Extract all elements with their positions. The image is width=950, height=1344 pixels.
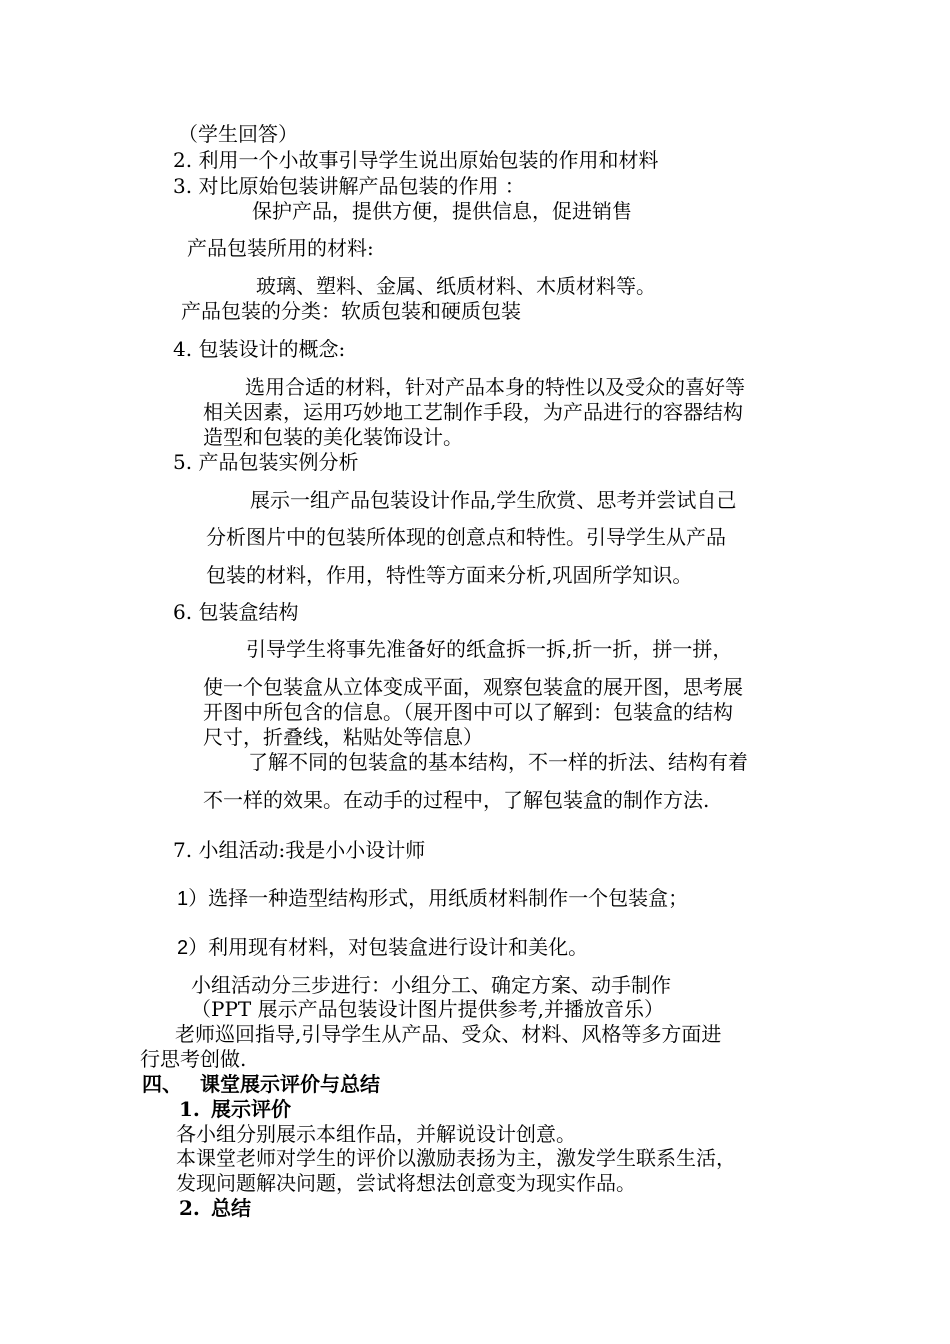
text-line: 相关因素，运用巧妙地工艺制作手段，为产品进行的容器结构	[203, 400, 743, 424]
item-number: 1.	[179, 1097, 200, 1121]
text-line: 了解不同的包装盒的基本结构，不一样的折法、结构有着	[248, 750, 748, 774]
list-item-5	[173, 450, 358, 474]
heading-text: 课堂展示评价与总结	[200, 1072, 380, 1096]
list-item-4	[173, 337, 345, 361]
text-line: （PPT 展示产品包装设计图片提供参考,并播放音乐）	[191, 997, 664, 1021]
list-item-3	[173, 174, 525, 198]
sub-heading-2	[179, 1196, 251, 1220]
text-line: 产品包装的分类：软质包装和硬质包装	[181, 299, 521, 323]
text-line: 分析图片中的包装所体现的创意点和特性。引导学生从产品	[206, 525, 726, 549]
item-number: 4.	[173, 337, 193, 361]
sub-item-2	[177, 935, 588, 960]
text-line: 保护产品，提供方便，提供信息，促进销售	[252, 199, 632, 223]
text-line: 本课堂老师对学生的评价以激励表扬为主，激发学生联系生活，	[176, 1146, 736, 1170]
text-line: 尺寸，折叠线，粘贴处等信息）	[203, 725, 483, 749]
text-line: 不一样的效果。在动手的过程中，了解包装盒的制作方法.	[203, 788, 710, 812]
text-line: 小组活动分三步进行：小组分工、确定方案、动手制作	[191, 973, 671, 997]
heading-number: 四、	[142, 1072, 182, 1096]
item-text: 小组活动:我是小小设计师	[198, 838, 426, 862]
text-line: 使一个包装盒从立体变成平面，观察包装盒的展开图，思考展	[203, 675, 743, 699]
item-text: 总结	[211, 1196, 251, 1220]
text-line: 包装的材料，作用，特性等方面来分析,巩固所学知识。	[206, 563, 693, 587]
item-text: 展示评价	[211, 1097, 291, 1121]
item-number: 3.	[173, 174, 193, 198]
item-number: 1）	[177, 888, 209, 910]
text-line: 各小组分别展示本组作品，并解说设计创意。	[176, 1122, 576, 1146]
text-line: 开图中所包含的信息。（展开图中可以了解到：包装盒的结构	[203, 700, 733, 724]
sub-item-1	[177, 886, 688, 911]
item-text: 利用一个小故事引导学生说出原始包装的作用和材料	[198, 148, 659, 172]
item-number: 2.	[179, 1196, 200, 1220]
text-line: 引导学生将事先准备好的纸盒拆一拆,折一折，拼一拼，	[246, 637, 733, 661]
item-number: 2）	[177, 937, 209, 959]
text-line: 玻璃、塑料、金属、纸质材料、木质材料等。	[256, 274, 656, 298]
text-line: 行思考创做.	[140, 1047, 247, 1071]
list-item-6	[173, 600, 298, 624]
text-line: 发现问题解决问题，尝试将想法创意变为现实作品。	[176, 1171, 636, 1195]
item-text: 包装设计的概念:	[198, 337, 346, 361]
item-number: 7.	[173, 838, 193, 862]
text-line: 展示一组产品包装设计作品,学生欣赏、思考并尝试自己	[250, 488, 737, 512]
item-number: 2.	[173, 148, 193, 172]
text-line: 造型和包装的美化装饰设计。	[203, 425, 463, 449]
sub-heading-1	[179, 1097, 291, 1121]
list-item-7	[173, 838, 425, 862]
text-line: 选用合适的材料，针对产品本身的特性以及受众的喜好等	[245, 375, 745, 399]
item-number: 5.	[173, 450, 193, 474]
item-text: 包装盒结构	[198, 600, 299, 624]
item-text: 产品包装实例分析	[198, 450, 359, 474]
text-line: 产品包装所用的材料:	[187, 236, 374, 260]
text-line: 老师巡回指导,引导学生从产品、受众、材料、风格等多方面进	[175, 1022, 722, 1046]
item-text: 对比原始包装讲解产品包装的作用 ：	[198, 174, 525, 198]
item-text: 选择一种造型结构形式，用纸质材料制作一个包装盒；	[208, 886, 689, 910]
section-heading	[142, 1072, 380, 1096]
text-line: （学生回答）	[178, 122, 298, 146]
item-text: 利用现有材料，对包装盒进行设计和美化。	[208, 935, 589, 959]
list-item-2	[173, 148, 658, 172]
item-number: 6.	[173, 600, 193, 624]
